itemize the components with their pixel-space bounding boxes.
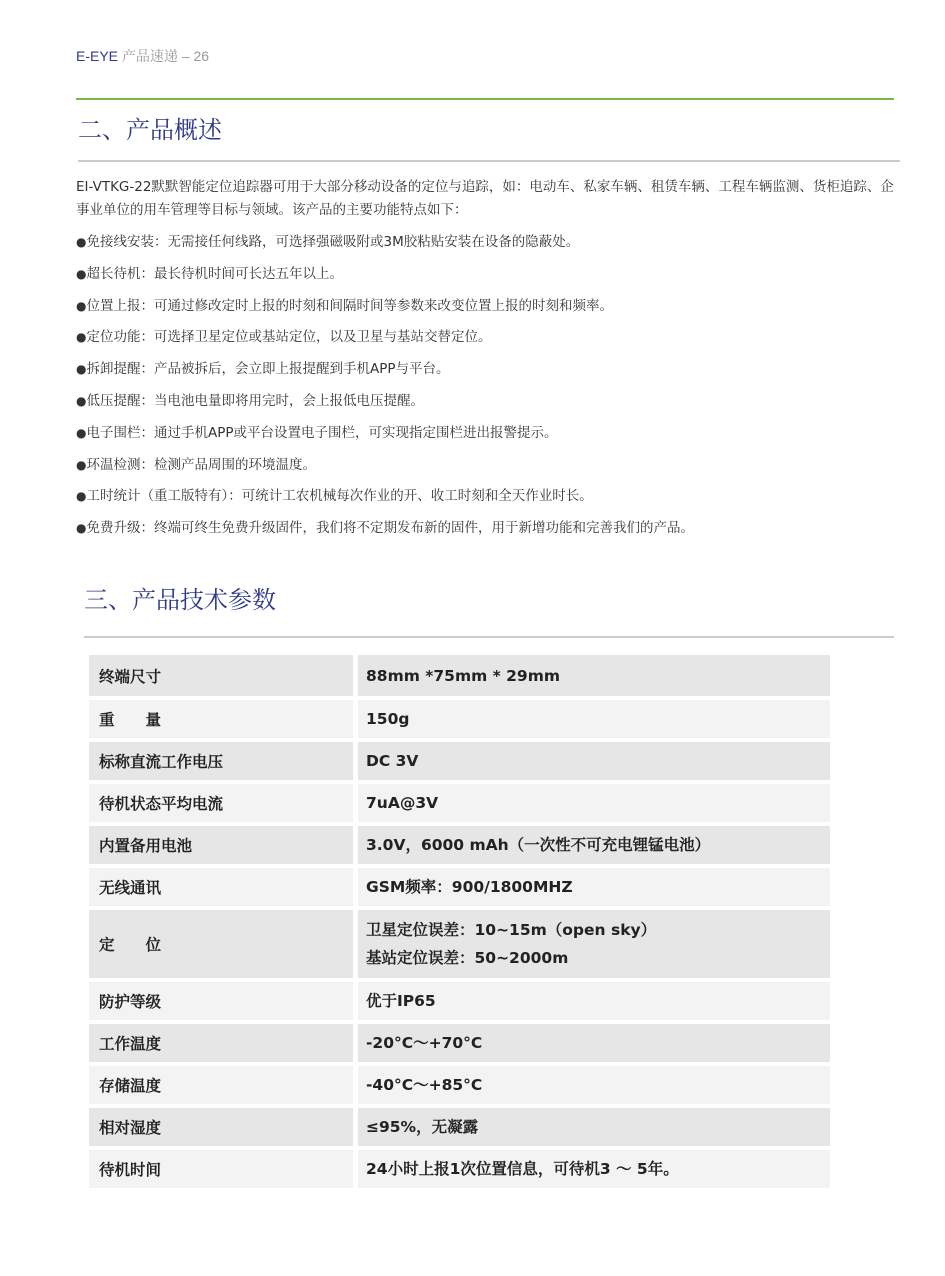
spec-value-line: 88mm *75mm * 29mm	[366, 666, 561, 685]
spec-value	[358, 700, 830, 738]
feature-text: 电子围栏：通过手机APP或平台设置电子围栏，可实现指定围栏进出报警提示。	[86, 424, 558, 441]
spec-value	[358, 982, 830, 1020]
spec-value-line: 150g	[366, 710, 410, 728]
bullet-icon: ●	[76, 330, 87, 345]
spec-value-line: 7uA@3V	[366, 794, 439, 812]
spec-key: 待机状态平均电流	[89, 784, 353, 822]
feature-item	[76, 516, 906, 548]
spec-key: 防护等级	[89, 982, 353, 1020]
spec-value-line: 卫星定位误差：10~15m（open sky）	[366, 921, 657, 939]
feature-item	[76, 484, 906, 516]
brand-name: E-EYE	[76, 48, 119, 64]
spec-key: 存储温度	[89, 1066, 353, 1104]
spec-key: 标称直流工作电压	[89, 742, 353, 780]
spec-key: 重 量	[89, 700, 353, 738]
spec-value-line: -40°C～+85°C	[366, 1076, 483, 1094]
bullet-icon: ●	[76, 393, 87, 408]
header-divider	[76, 98, 894, 100]
specs-title: 三、产品技术参数	[84, 586, 276, 614]
overview-title: 二、产品概述	[78, 116, 222, 144]
bullet-icon: ●	[76, 521, 87, 536]
spec-row	[89, 742, 830, 780]
feature-text: 拆卸提醒：产品被拆后，会立即上报提醒到手机APP与平台。	[86, 361, 450, 378]
spec-value	[358, 742, 830, 780]
spec-row	[89, 700, 830, 738]
spec-key: 相对湿度	[89, 1108, 353, 1146]
spec-row	[89, 868, 830, 906]
feature-text: 工时统计（重工版特有）：可统计工农机械每次作业的开、收工时刻和全天作业时长。	[86, 488, 593, 505]
spec-value-line: 优于IP65	[366, 992, 436, 1010]
feature-list	[76, 230, 906, 548]
bullet-icon: ●	[76, 457, 87, 472]
header-section: 产品速递	[121, 48, 178, 64]
spec-row	[89, 982, 830, 1020]
bullet-icon: ●	[76, 266, 87, 281]
feature-text: 超长待机：最长待机时间可长达五年以上。	[86, 265, 343, 282]
specs-divider	[84, 636, 894, 638]
spec-row	[89, 784, 830, 822]
feature-item	[76, 357, 906, 389]
spec-key: 内置备用电池	[89, 826, 353, 864]
feature-item	[76, 230, 906, 262]
spec-value	[358, 1066, 830, 1104]
spec-row	[89, 1108, 830, 1146]
spec-value	[358, 1024, 830, 1062]
feature-text: 环温检测：检测产品周围的环境温度。	[86, 456, 316, 473]
spec-key: 定 位	[89, 910, 353, 978]
spec-row	[89, 1024, 830, 1062]
spec-value-line: -20°C～+70°C	[366, 1034, 483, 1052]
feature-text: 低压提醒：当电池电量即将用完时，会上报低电压提醒。	[86, 392, 424, 409]
feature-text: 位置上报：可通过修改定时上报的时刻和间隔时间等参数来改变位置上报的时刻和频率。	[86, 297, 613, 314]
spec-value	[358, 784, 830, 822]
spec-value-line: 24小时上报1次位置信息，可待机3 ～ 5年。	[366, 1160, 679, 1178]
spec-value	[358, 1150, 830, 1188]
spec-value	[358, 1108, 830, 1146]
feature-text: 定位功能：可选择卫星定位或基站定位，以及卫星与基站交替定位。	[86, 329, 492, 346]
bullet-icon: ●	[76, 425, 87, 440]
feature-item	[76, 294, 906, 326]
bullet-icon: ●	[76, 298, 87, 313]
spec-value-line: GSM频率：900/1800MHZ	[366, 878, 573, 896]
spec-row	[89, 826, 830, 864]
spec-value-line: 基站定位误差：50~2000m	[366, 949, 569, 967]
spec-key: 终端尺寸	[89, 655, 353, 696]
spec-value	[358, 655, 830, 696]
spec-row	[89, 1066, 830, 1104]
feature-item	[76, 421, 906, 453]
page-header	[76, 46, 209, 66]
feature-item	[76, 262, 906, 294]
spec-key: 无线通讯	[89, 868, 353, 906]
bullet-icon: ●	[76, 235, 87, 249]
feature-item	[76, 389, 906, 421]
header-separator: –	[181, 48, 190, 64]
spec-value-line: ≤95%，无凝露	[366, 1118, 479, 1136]
overview-intro: EI-VTKG-22默默智能定位追踪器可用于大部分移动设备的定位与追踪，如：电动车、私家车辆、租赁车辆、工程车辆监测、货柜追踪、企事业单位的用车管理等目标与领域。该产品的主要功能特点如下：	[76, 179, 894, 218]
feature-item	[76, 453, 906, 485]
spec-row	[89, 655, 830, 696]
spec-row	[89, 910, 830, 978]
spec-value	[358, 826, 830, 864]
bullet-icon: ●	[76, 362, 87, 377]
feature-text: 免费升级：终端可终生免费升级固件，我们将不定期发布新的固件，用于新增功能和完善我们的产品。	[86, 520, 694, 537]
bullet-icon: ●	[76, 489, 87, 504]
spec-value	[358, 868, 830, 906]
spec-key: 待机时间	[89, 1150, 353, 1188]
spec-row	[89, 1150, 830, 1188]
spec-value-line: DC 3V	[366, 752, 419, 770]
feature-text: 免接线安装：无需接任何线路，可选择强磁吸附或3M胶粘贴安装在设备的隐蔽处。	[86, 234, 580, 250]
feature-item	[76, 325, 906, 357]
spec-value	[358, 910, 830, 978]
spec-value-line: 3.0V，6000 mAh（一次性不可充电锂锰电池）	[366, 836, 711, 854]
overview-divider	[78, 160, 900, 162]
page-number: 26	[193, 48, 210, 64]
spec-key: 工作温度	[89, 1024, 353, 1062]
spec-table	[89, 655, 830, 1192]
